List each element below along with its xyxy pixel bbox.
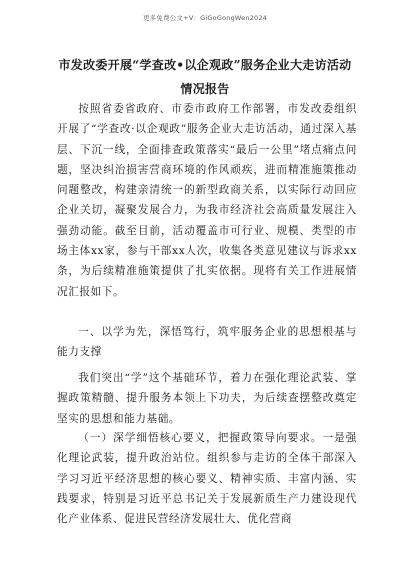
section-1-paragraph: 我们突出“学”这个基础环节，着力在强化理论武装、掌握政策精髓、提升服务本领上下功夫，为后续查摆整改奠定坚实的思想和能力基础。 — [57, 372, 357, 425]
document-title-continued: 情况报告 — [180, 82, 230, 96]
intro-paragraph: 按照省委省政府、市委市政府工作部署，市发改委组织开展了“学查改·以企观政”服务企业大走访活动，通过深入基层、下沉一线，全面排查政策落实“最后一公里”堵点痛点问题，坚决纠治损害营商环境的作风顽疾，进而精准施策推动问题整改，构建亲清统一的新型政商关系，以实际行动回应企业关切，凝聚发展合力，为我市经济社会高质量发展注入强劲动能。截至目前，活动覆盖市可行业、规模、类型的市场主体xx家，参与干部xx人次，收集各类意见建议与诉求xx条，为后续精准施策提供了扎实依据。现将有关工作进展情况汇报如下。 — [57, 103, 357, 298]
watermark-header: 更多免费公文+V：GiGoGongWen2024 — [142, 14, 267, 22]
document-title: 市发改委开展“学查改•以企观政”服务企业大走访活动 — [58, 58, 352, 72]
subsection-1-paragraph: （一）深学细悟核心要义，把握政策导向要求。一是强化理论武装，提升政治站位。组织参与走访的全体干部深入学习习近平经济思想的核心要义、精神实质、丰富内涵、实践要求，特别是习近平总书记关于发展新质生产力建设现代化产业体系、促进民营经济发展壮大、优化营商 — [57, 432, 357, 526]
section-heading-1: 一、以学为先，深悟笃行，筑牢服务企业的思想根基与能力支撑 — [57, 326, 357, 359]
